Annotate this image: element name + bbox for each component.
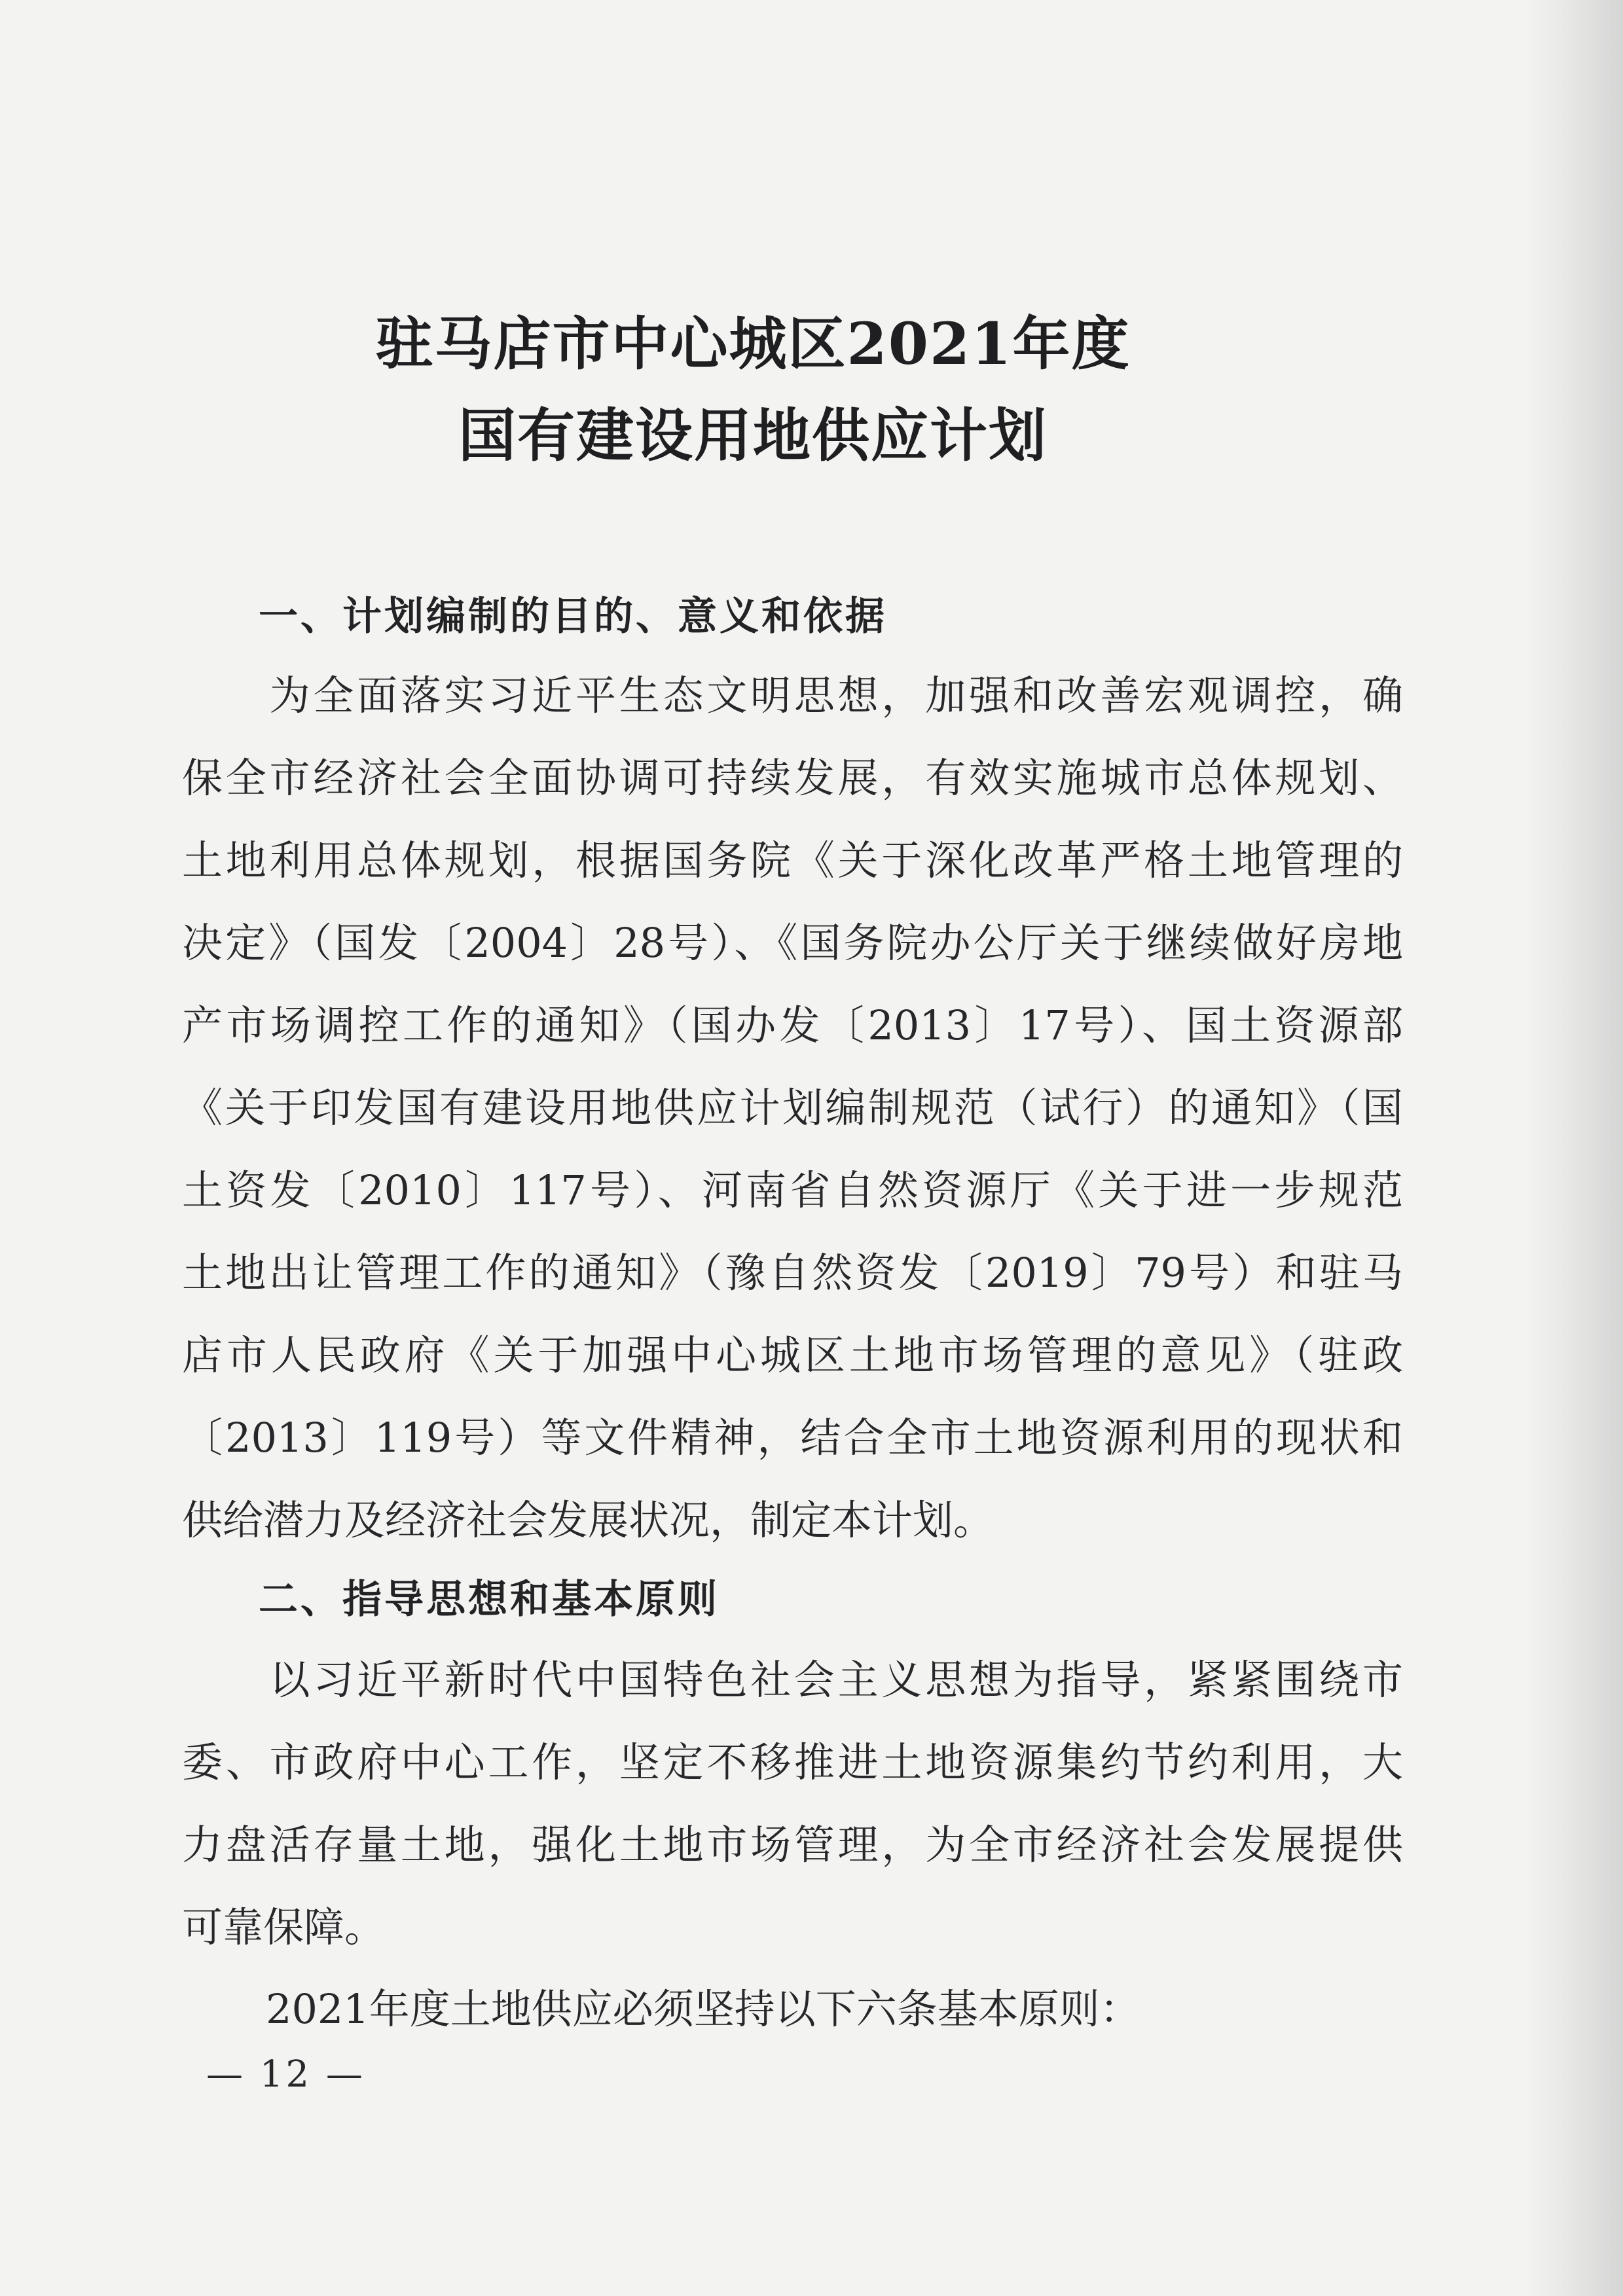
paragraph-line: 委、市政府中心工作，坚定不移推进土地资源集约节约利用，大 [182, 1738, 1403, 1786]
paragraph-line: 供给潜力及经济社会发展状况，制定本计划。 [182, 1496, 994, 1544]
paragraph-line: 土地利用总体规划，根据国务院《关于深化改革严格土地管理的 [182, 836, 1403, 884]
paragraph-line: 保全市经济社会全面协调可持续发展，有效实施城市总体规划、 [182, 754, 1403, 802]
paragraph-line: 产市场调控工作的通知》（国办发〔2013〕17号）、国土资源部 [182, 1001, 1403, 1049]
page-binding-shadow [1525, 0, 1623, 2296]
document-title-line-2: 国有建设用地供应计划 [458, 401, 1048, 469]
paragraph-line: 为全面落实习近平生态文明思想，加强和改善宏观调控，确 [182, 672, 1403, 719]
section-2-paragraph [182, 1639, 1403, 1969]
paragraph-line: 以习近平新时代中国特色社会主义思想为指导，紧紧围绕市 [182, 1656, 1403, 1704]
section-heading-1: 一、计划编制的目的、意义和依据 [259, 594, 887, 639]
paragraph-line: 决定》（国发〔2004〕28号）、《国务院办公厅关于继续做好房地 [182, 919, 1403, 967]
page-number: — 12 — [206, 2053, 365, 2096]
paragraph-line: 2021年度土地供应必须坚持以下六条基本原则： [266, 1985, 1140, 2033]
document-title-line-1: 驻马店市中心城区2021年度 [375, 310, 1131, 378]
paragraph-line: 店市人民政府《关于加强中心城区土地市场管理的意见》（驻政 [182, 1331, 1403, 1379]
paragraph-line: 力盘活存量土地，强化土地市场管理，为全市经济社会发展提供 [182, 1821, 1403, 1869]
paragraph-line: 可靠保障。 [182, 1903, 386, 1951]
paragraph-line: 《关于印发国有建设用地供应计划编制规范（试行）的通知》（国 [182, 1084, 1403, 1132]
section-2-continuation [266, 1968, 1182, 2051]
paragraph-line: 土资发〔2010〕117号）、河南省自然资源厅《关于进一步规范 [182, 1166, 1403, 1214]
paragraph-line: 〔2013〕119号）等文件精神，结合全市土地资源利用的现状和 [182, 1414, 1403, 1462]
section-1-paragraph [182, 655, 1403, 1562]
section-heading-2: 二、指导思想和基本原则 [259, 1577, 720, 1623]
paragraph-line: 土地出让管理工作的通知》（豫自然资发〔2019〕79号）和驻马 [182, 1249, 1403, 1297]
